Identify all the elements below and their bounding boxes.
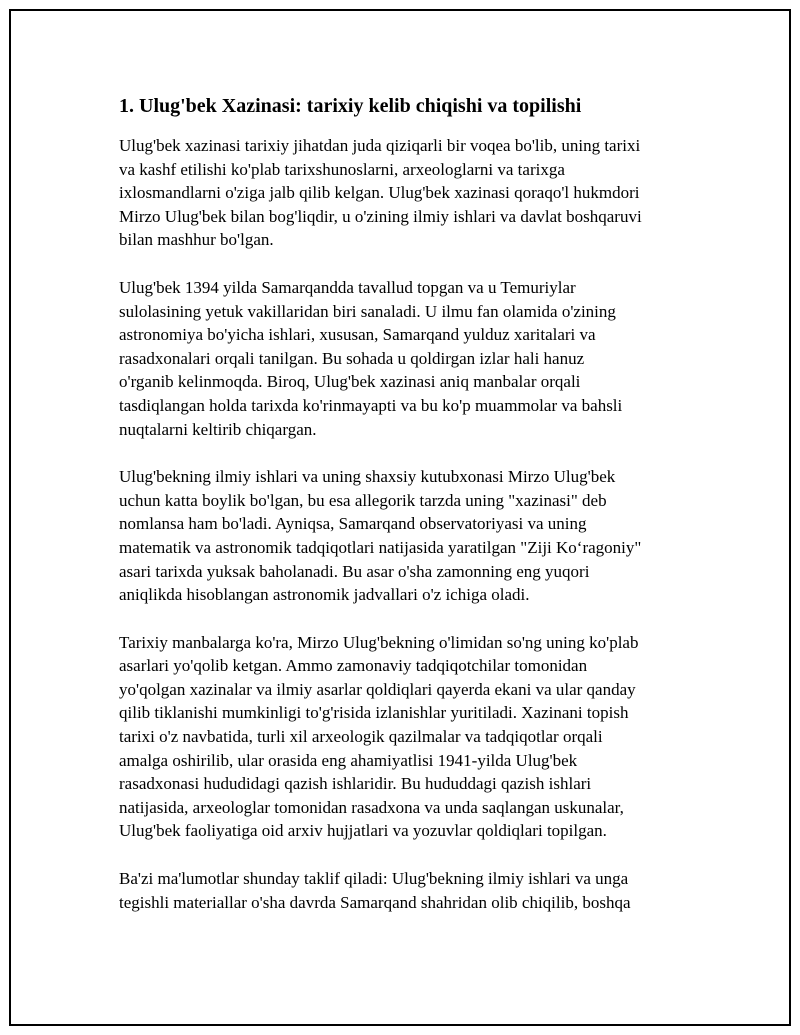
document-body bbox=[119, 92, 694, 938]
text-line: aniqlikda hisoblangan astronomik jadvallari o'z ichiga oladi. bbox=[119, 585, 530, 605]
text-line: Mirzo Ulug'bek bilan bog'liqdir, u o'zining ilmiy ishlari va davlat boshqaruvi bbox=[119, 206, 642, 226]
text-line: amalga oshirilib, ular orasida eng ahamiyatlisi 1941-yilda Ulug'bek bbox=[119, 750, 578, 770]
paragraph bbox=[119, 867, 694, 914]
text-line: sulolasining yetuk vakillaridan biri sanaladi. U ilmu fan olamida o'zining bbox=[119, 301, 616, 321]
text-line: tegishli materiallar o'sha davrda Samarqand shahridan olib chiqilib, boshqa bbox=[119, 892, 631, 912]
paragraph bbox=[119, 276, 694, 441]
text-line: Ulug'bek xazinasi tarixiy jihatdan juda qiziqarli bir voqea bo'lib, uning tarixi bbox=[119, 136, 641, 155]
paragraph bbox=[119, 465, 694, 607]
text-line: Tarixiy manbalarga ko'ra, Mirzo Ulug'bekning o'limidan so'ng uning ko'plab bbox=[119, 632, 639, 652]
text-line: va kashf etilishi ko'plab tarixshunoslarni, arxeologlarni va tarixga bbox=[119, 159, 565, 179]
section-heading: 1. Ulug'bek Xazinasi: tarixiy kelib chiqishi va topilishi bbox=[119, 95, 582, 117]
text-line: matematik va astronomik tadqiqotlari natijasida yaratilgan "Ziji Ko‘ragoniy" bbox=[119, 537, 642, 557]
text-line: tasdiqlangan holda tarixda ko'rinmayapti va bu ko'p muammolar va bahsli bbox=[119, 395, 623, 415]
text-line: Ba'zi ma'lumotlar shunday taklif qiladi: Ulug'bekning ilmiy ishlari va unga bbox=[119, 869, 629, 889]
text-line: natijasida, arxeologlar tomonidan rasadxona va unda saqlangan uskunalar, bbox=[119, 797, 624, 817]
text-line: Ulug'bek 1394 yilda Samarqandda tavallud topgan va u Temuriylar bbox=[119, 277, 576, 297]
text-line: yo'qolgan xazinalar va ilmiy asarlar qoldiqlari qayerda ekani va ular qanday bbox=[119, 679, 636, 699]
text-line: qilib tiklanishi mumkinligi to'g'risida izlanishlar yuritiladi. Xazinani topish bbox=[119, 703, 629, 723]
text-line: nomlansa ham bo'ladi. Ayniqsa, Samarqand observatoriyasi va uning bbox=[119, 514, 587, 534]
text-line: ixlosmandlarni o'ziga jalb qilib kelgan. Ulug'bek xazinasi qoraqo'l hukmdori bbox=[119, 183, 640, 203]
text-line: nuqtalarni keltirib chiqargan. bbox=[119, 419, 317, 439]
text-line: uchun katta boylik bo'lgan, bu esa allegorik tarzda uning "xazinasi" deb bbox=[119, 490, 607, 510]
paragraph bbox=[119, 134, 694, 252]
text-line: o'rganib kelinmoqda. Biroq, Ulug'bek xazinasi aniq manbalar orqali bbox=[119, 372, 581, 392]
text-line: Ulug'bek faoliyatiga oid arxiv hujjatlari va yozuvlar qoldiqlari topilgan. bbox=[119, 821, 607, 841]
text-line: asarlari yo'qolib ketgan. Ammo zamonaviy tadqiqotchilar tomonidan bbox=[119, 656, 588, 676]
text-line: asari tarixda yuksak baholanadi. Bu asar o'sha zamonning eng yuqori bbox=[119, 561, 590, 581]
text-line: bilan mashhur bo'lgan. bbox=[119, 230, 274, 250]
text-line: Ulug'bekning ilmiy ishlari va uning shaxsiy kutubxonasi Mirzo Ulug'bek bbox=[119, 467, 616, 487]
text-line: tarixi o'z navbatida, turli xil arxeologik qazilmalar va tadqiqotlar orqali bbox=[119, 727, 603, 747]
paragraph bbox=[119, 631, 694, 843]
text-line: rasadxonasi hududidagi qazish ishlaridir. Bu hududdagi qazish ishlari bbox=[119, 774, 592, 794]
text-line: rasadxonalari orqali tanilgan. Bu sohada u qoldirgan izlar hali hanuz bbox=[119, 348, 585, 368]
text-line: astronomiya bo'yicha ishlari, xususan, Samarqand yulduz xaritalari va bbox=[119, 325, 596, 345]
